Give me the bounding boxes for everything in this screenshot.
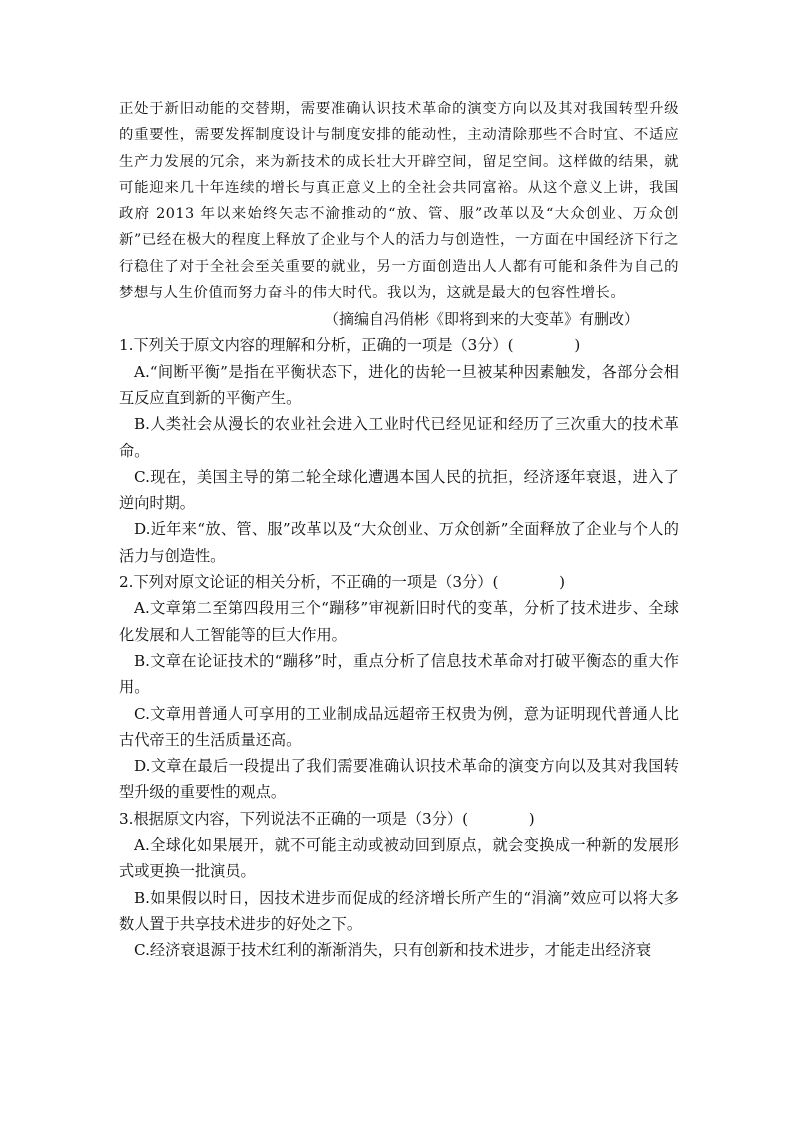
option-c: C.现在，美国主导的第二轮全球化遭遇本国人民的抗拒，经济逐年衰退，进入了逆向时期。 xyxy=(119,467,679,513)
passage xyxy=(119,96,679,306)
source-citation: （摘编自冯俏彬《即将到来的大变革》有删改） xyxy=(323,310,639,329)
option-b: B.文章在论证技术的“蹦移”时，重点分析了信息技术革命对打破平衡态的重大作用。 xyxy=(119,651,679,697)
document-page xyxy=(119,96,679,964)
question-stem: 2.下列对原文论证的相关分析，不正确的一项是（3分）( ) xyxy=(119,573,566,592)
question-2 xyxy=(119,569,679,806)
option-d: D.文章在最后一段提出了我们需要准确认识技术革命的演变方向以及其对我国转型升级的重要性的观点。 xyxy=(119,757,679,802)
question-3 xyxy=(119,806,679,964)
question-stem: 1.下列关于原文内容的理解和分析，正确的一项是（3分）( ) xyxy=(119,336,581,355)
option-c: C.文章用普通人可享用的工业制成品远超帝王权贵为例，意为证明现代普通人比古代帝王的生活质量还高。 xyxy=(119,704,679,749)
option-a: A.文章第二至第四段用三个“蹦移”审视新旧时代的变革，分析了技术进步、全球化发展和人工智能等的巨大作用。 xyxy=(119,599,679,644)
option-c: C.经济衰退源于技术红利的渐渐消失，只有创新和技术进步，才能走出经济衰 xyxy=(134,941,652,960)
option-d: D.近年来“放、管、服”改革以及“大众创业、万众创新”全面释放了企业与个人的活力与创造性。 xyxy=(119,520,679,565)
question-stem: 3.根据原文内容，下列说法不正确的一项是（3分）( ) xyxy=(119,809,535,828)
question-1 xyxy=(119,332,679,569)
passage-paragraph: 正处于新旧动能的交替期，需要准确认识技术革命的演变方向以及其对我国转型升级的重要性，需要发挥制度设计与制度安排的能动性，主动清除那些不合时宜、不适应生产力发展的冗余，来为新技术的成长壮大开辟空间，留足空间。这样做的结果，就可能迎来几十年连续的增长与真正意义上的全社会共同富裕。从这个意义上讲，我国政府 2013 年以来始终矢志不渝推动的“放、管、服”改革以及“大众创业、万众创新”已经在极大的程度上释放了企业与个人的活力与创造性，一方面在中国经济下行之行稳住了对于全社会至关重要的就业，另一方面创造出人人都有可能和条件为自己的梦想与人生价值而努力奋斗的伟大时代。我以为，这就是最大的包容性增长。 xyxy=(119,101,679,302)
option-b: B.如果假以时日，因技术进步而促成的经济增长所产生的“涓滴”效应可以将大多数人置于共享技术进步的好处之下。 xyxy=(119,888,679,933)
option-a: A.“间断平衡”是指在平衡状态下，进化的齿轮一旦被某种因素触发，各部分会相互反应直到新的平衡产生。 xyxy=(119,362,679,407)
option-b: B.人类社会从漫长的农业社会进入工业时代已经见证和经历了三次重大的技术革命。 xyxy=(119,415,679,460)
option-a: A.全球化如果展开，就不可能主动或被动回到原点，就会变换成一种新的发展形式或更换一批演员。 xyxy=(119,836,679,881)
